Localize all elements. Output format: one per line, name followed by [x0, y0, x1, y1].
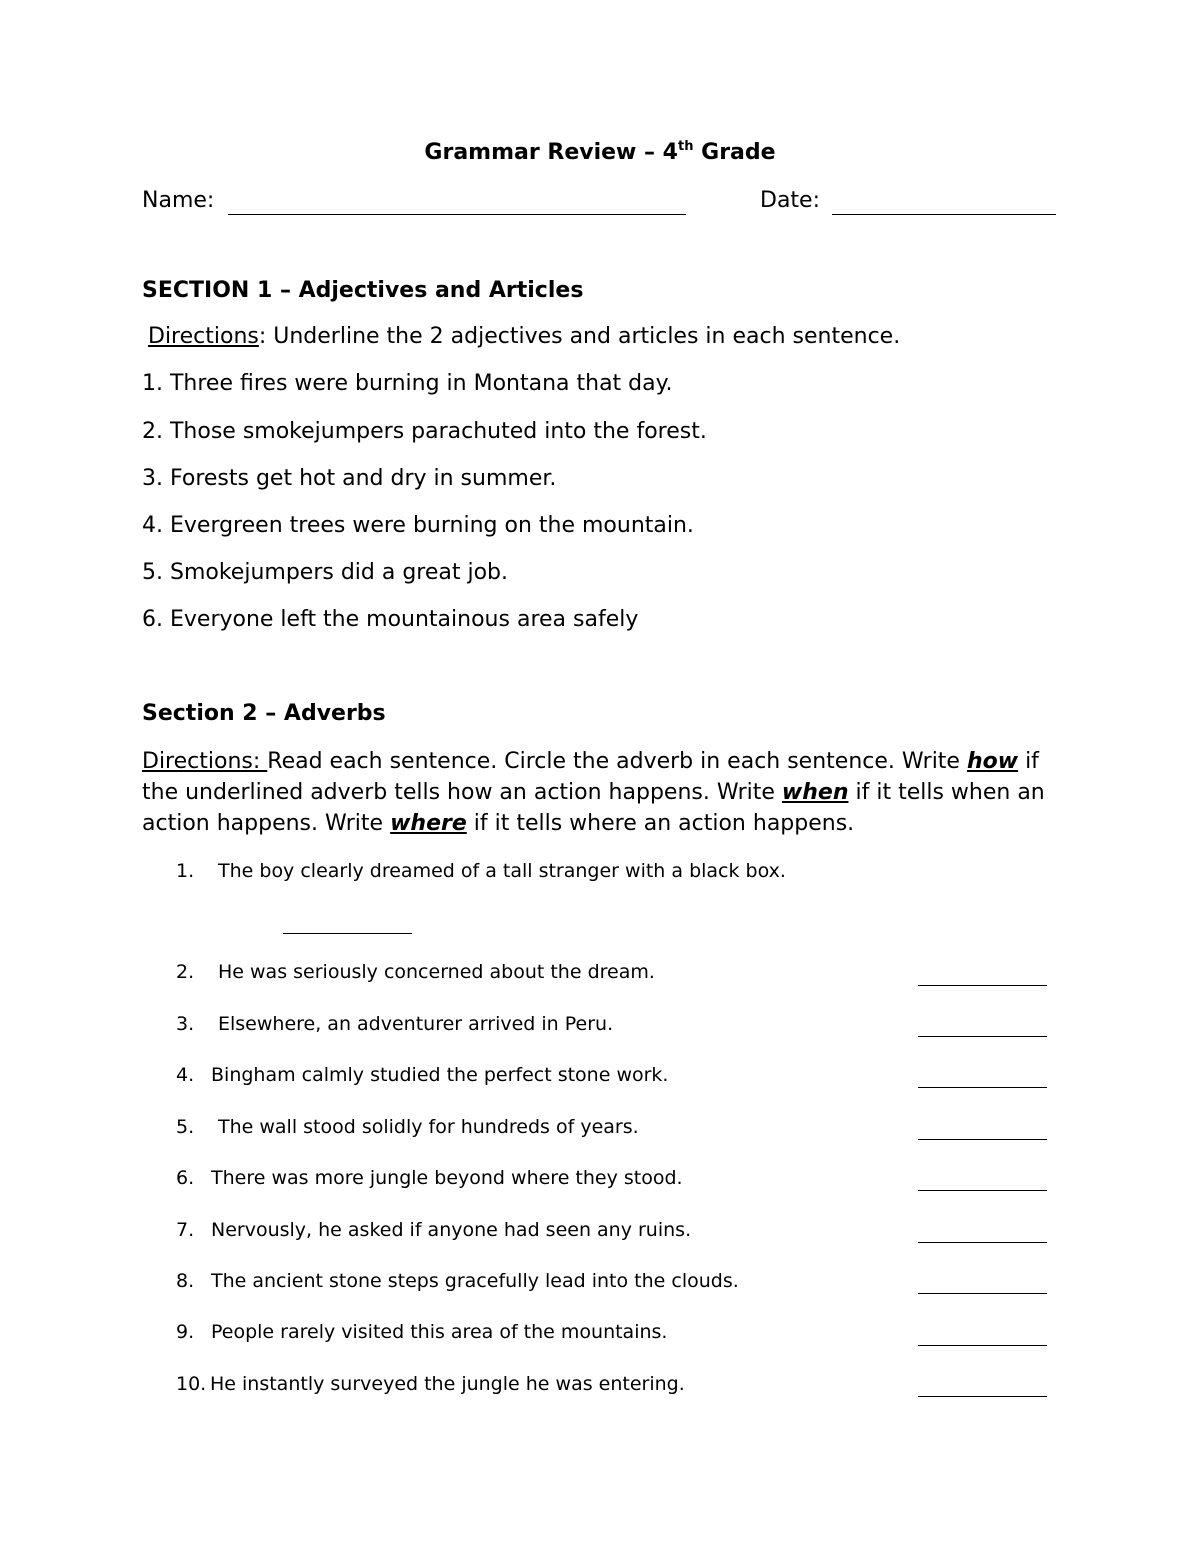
title-main: Grammar Review – 4 [424, 140, 678, 165]
answer-line[interactable] [918, 1190, 1047, 1191]
name-label: Name: [142, 188, 215, 213]
section2-item-number: 2. [176, 961, 195, 983]
section2-item-text: The ancient stone steps gracefully lead into the clouds. [211, 1270, 739, 1292]
section2-item-number: 1. [176, 860, 195, 882]
section2-item-text: The boy clearly dreamed of a tall stranger with a black box. [218, 860, 786, 882]
page-title [0, 140, 1200, 165]
section2-item-text: The wall stood solidly for hundreds of years. [218, 1116, 639, 1138]
section1-heading: SECTION 1 – Adjectives and Articles [142, 278, 584, 303]
title-superscript: th [678, 139, 694, 154]
section1-directions [148, 324, 900, 349]
section1-item: 3. Forests get hot and dry in summer. [142, 466, 557, 491]
section2-heading: Section 2 – Adverbs [142, 701, 386, 726]
section2-item-text: Elsewhere, an adventurer arrived in Peru. [218, 1013, 614, 1035]
date-label: Date: [760, 188, 820, 213]
answer-line[interactable] [283, 933, 412, 934]
section2-item-text: Bingham calmly studied the perfect stone work. [211, 1064, 669, 1086]
keyword-when: when [781, 780, 849, 805]
section2-item-number: 5. [176, 1116, 195, 1138]
section2-item-text: There was more jungle beyond where they stood. [211, 1167, 683, 1189]
section2-item-number: 6. [176, 1167, 195, 1189]
section2-item-number: 9. [176, 1321, 195, 1343]
section2-directions-part: Read each sentence. Circle the adverb in each sentence. Write [267, 749, 967, 774]
section2-directions-part: if it tells where an action happens. [466, 811, 855, 836]
keyword-where: where [390, 811, 467, 836]
section1-item: 5. Smokejumpers did a great job. [142, 560, 509, 585]
section2-item-number: 3. [176, 1013, 195, 1035]
answer-line[interactable] [918, 1293, 1047, 1294]
answer-line[interactable] [918, 1345, 1047, 1346]
title-end: Grade [693, 140, 776, 165]
answer-line[interactable] [918, 985, 1047, 986]
section2-directions-part: if the underlined adverb tells how an action happens. Write [142, 749, 1039, 805]
section1-directions-text: : Underline the 2 adjectives and articles in each sentence. [258, 324, 901, 349]
name-field[interactable] [228, 214, 686, 215]
answer-line[interactable] [918, 1139, 1047, 1140]
answer-line[interactable] [918, 1396, 1047, 1397]
section1-directions-label: Directions [148, 324, 259, 349]
answer-line[interactable] [918, 1242, 1047, 1243]
section2-directions-label: Directions: [142, 749, 268, 774]
section1-item: 2. Those smokejumpers parachuted into the forest. [142, 419, 707, 444]
section2-item-number: 7. [176, 1219, 195, 1241]
section2-item-text: People rarely visited this area of the mountains. [211, 1321, 668, 1343]
section2-item-number: 4. [176, 1064, 195, 1086]
section2-item-number: 8. [176, 1270, 195, 1292]
date-field[interactable] [832, 214, 1056, 215]
section1-item: 4. Evergreen trees were burning on the mountain. [142, 513, 694, 538]
section2-directions-part: if it tells when an action happens. Write [142, 780, 1045, 836]
section1-item: 1. Three fires were burning in Montana that day. [142, 371, 673, 396]
section2-item-text: He instantly surveyed the jungle he was entering. [210, 1373, 685, 1395]
section2-item-text: He was seriously concerned about the dream. [218, 961, 655, 983]
keyword-how: how [966, 749, 1019, 774]
section2-item-number: 10. [176, 1373, 207, 1395]
section2-item-text: Nervously, he asked if anyone had seen any ruins. [211, 1219, 692, 1241]
section2-directions [142, 746, 1072, 839]
answer-line[interactable] [918, 1087, 1047, 1088]
section1-item: 6. Everyone left the mountainous area safely [142, 607, 639, 632]
answer-line[interactable] [918, 1036, 1047, 1037]
